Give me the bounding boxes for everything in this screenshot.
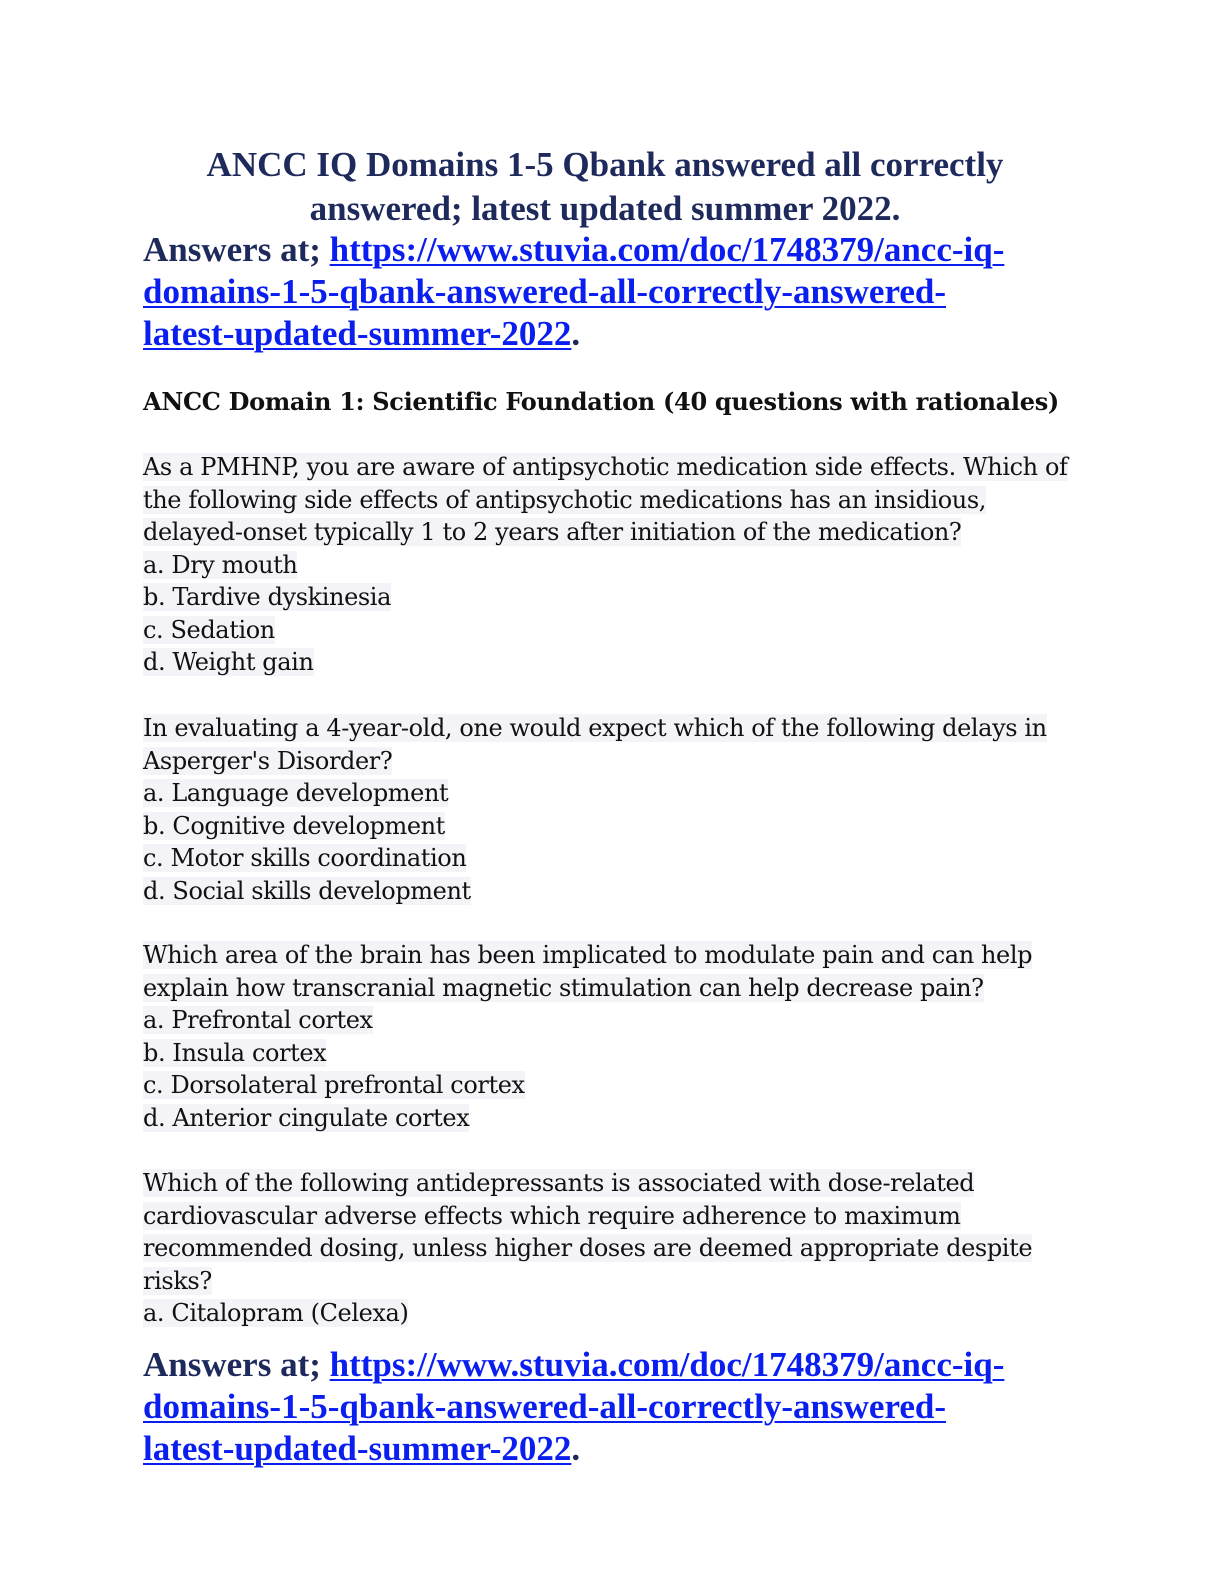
title-line-1: ANCC IQ Domains 1-5 Qbank answered all correctly — [206, 145, 1004, 184]
question-stem-line: Which area of the brain has been implicated to modulate pain and can help — [143, 941, 1033, 969]
answer-option: a. Citalopram (Celexa) — [143, 1299, 409, 1327]
question-block — [143, 939, 1083, 1134]
answers-link-bottom — [143, 1344, 1103, 1470]
answer-option: c. Sedation — [143, 615, 275, 644]
answer-option: a. Prefrontal cortex — [143, 1006, 373, 1034]
question-stem-line: As a PMHNP, you are aware of antipsychotic medication side effects. Which of — [143, 453, 1068, 481]
answers-prefix: Answers at; — [143, 230, 330, 269]
answer-option: a. Dry mouth — [143, 550, 298, 579]
question-block — [143, 451, 1083, 679]
answer-option: d. Anterior cingulate cortex — [143, 1103, 470, 1132]
answer-option: c. Dorsolateral prefrontal cortex — [143, 1071, 525, 1099]
answers-link-part-3[interactable]: latest-updated-summer-2022 — [143, 1429, 572, 1468]
answers-link-part-2[interactable]: domains-1-5-qbank-answered-all-correctly-answered- — [143, 1387, 947, 1426]
question-block — [143, 712, 1083, 907]
answer-option: b. Tardive dyskinesia — [143, 583, 391, 611]
question-stem-line: recommended dosing, unless higher doses are deemed appropriate despite — [143, 1234, 1033, 1262]
question-stem-line: explain how transcranial magnetic stimulation can help decrease pain? — [143, 973, 984, 1002]
question-stem-line: In evaluating a 4-year-old, one would expect which of the following delays in — [143, 714, 1047, 742]
question-stem-line: the following side effects of antipsychotic medications has an insidious, — [143, 485, 986, 514]
answers-link-part-2[interactable]: domains-1-5-qbank-answered-all-correctly-answered- — [143, 272, 947, 311]
question-stem-line: risks? — [143, 1266, 212, 1295]
question-stem-line: cardiovascular adverse effects which require adherence to maximum — [143, 1201, 961, 1230]
document-title — [143, 143, 1067, 231]
answer-option: a. Language development — [143, 779, 449, 807]
answers-suffix: . — [571, 314, 581, 353]
answers-link-part-1[interactable]: https://www.stuvia.com/doc/1748379/ancc-iq- — [329, 1345, 1005, 1384]
question-stem-line: Which of the following antidepressants is associated with dose-related — [143, 1169, 975, 1197]
answers-link-part-1[interactable]: https://www.stuvia.com/doc/1748379/ancc-iq- — [329, 230, 1005, 269]
answer-option: d. Social skills development — [143, 876, 471, 905]
answer-option: b. Insula cortex — [143, 1038, 327, 1067]
question-stem-line: Asperger's Disorder? — [143, 746, 393, 775]
answer-option: d. Weight gain — [143, 648, 314, 676]
answer-option: b. Cognitive development — [143, 811, 445, 840]
answers-link-top — [143, 229, 1103, 355]
answers-link-part-3[interactable]: latest-updated-summer-2022 — [143, 314, 572, 353]
answers-suffix: . — [571, 1429, 581, 1468]
question-block — [143, 1167, 1083, 1330]
answer-option: c. Motor skills coordination — [143, 844, 467, 872]
answers-prefix: Answers at; — [143, 1345, 330, 1384]
domain-heading: ANCC Domain 1: Scientific Foundation (40 questions with rationales) — [143, 387, 1059, 416]
question-stem-line: delayed-onset typically 1 to 2 years after initiation of the medication? — [143, 518, 962, 546]
title-line-2: answered; latest updated summer 2022. — [309, 189, 901, 228]
